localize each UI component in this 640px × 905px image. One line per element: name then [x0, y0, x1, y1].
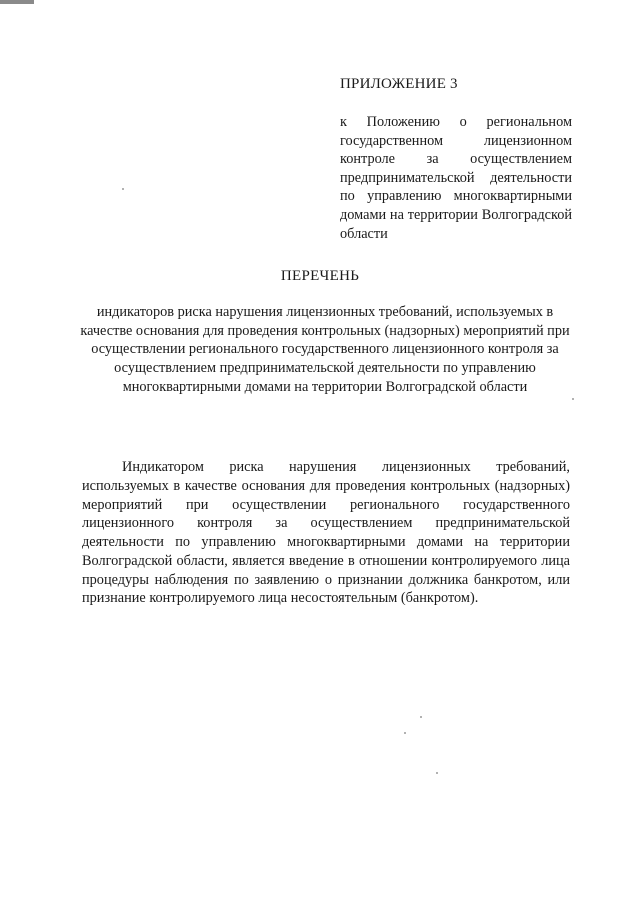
scan-speck — [420, 716, 422, 718]
scan-speck — [572, 398, 574, 400]
list-subtitle: индикаторов риска нарушения лицензионных требований, используемых в качестве основания для проведения контрольных (надзорных) мероприятий при осуществлении регионального государственного лицензионного контроля за осуществлением предпринимательской деятельности по управлению многоквартирными домами на территории Волгоградской области — [80, 304, 570, 395]
scan-speck — [436, 772, 438, 774]
scan-speck — [122, 188, 124, 190]
scan-speck — [404, 732, 406, 734]
appendix-title: ПРИЛОЖЕНИЕ 3 — [340, 76, 458, 92]
scan-corner-mark — [0, 0, 34, 4]
body-paragraph: Индикатором риска нарушения лицензионных требований, используемых в качестве основания для проведения контрольных (надзорных) мероприятий при осуществлении регионального государственного лицензионного контроля за осуществлением предпринимательской деятельности по управлению многоквартирными домами на территории Волгоградской области, является введение в отношении контролируемого лица процедуры наблюдения по заявлению о признании должника банкротом, или признание контролируемого лица несостоятельным (банкротом). — [82, 459, 570, 607]
list-heading: ПЕРЕЧЕНЬ — [280, 268, 360, 284]
appendix-reference: к Положению о региональном государственном лицензионном контроле за осуществлением предпринимательской деятельности по управлению многоквартирными домами на территории Волгоградской области — [340, 114, 572, 242]
